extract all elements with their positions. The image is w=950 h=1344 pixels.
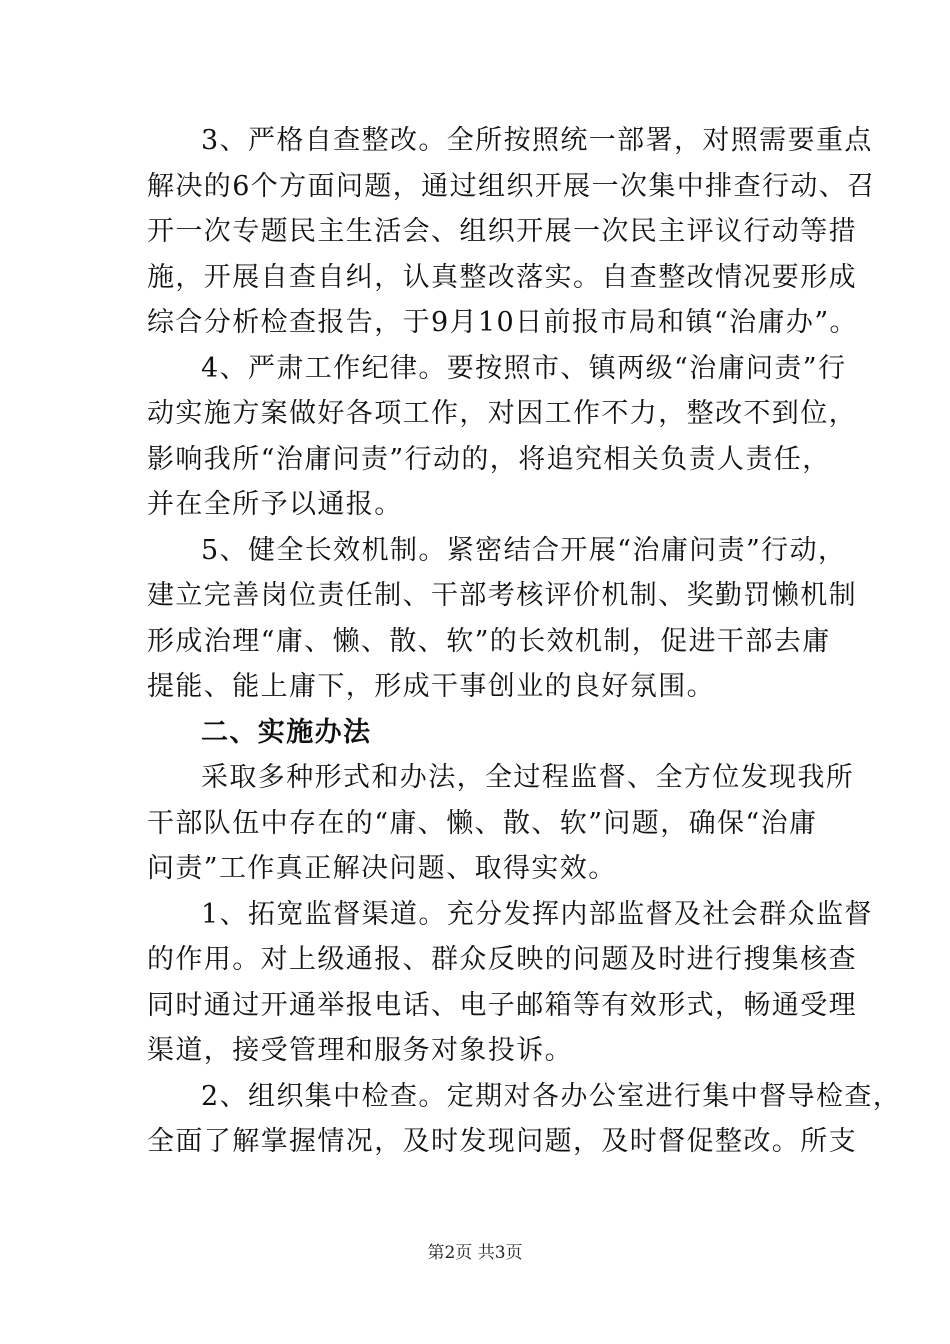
text-line: 干部队伍中存在的“庸、懒、散、软”问题，确保“治庸: [147, 807, 818, 839]
text-line: 1、拓宽监督渠道。充分发挥内部监督及社会群众监督: [201, 898, 873, 930]
text-line: 问责”工作真正解决问题、取得实效。: [147, 853, 617, 884]
text-line: 开一次专题民主生活会、组织开展一次民主评议行动等措: [147, 216, 857, 247]
text-line: 5、健全长效机制。紧密结合开展“治庸问责”行动，: [201, 534, 847, 566]
text-line: 并在全所予以通报。: [147, 489, 403, 520]
text-line: 采取多种形式和办法，全过程监督、全方位发现我所: [201, 762, 855, 793]
text-line: 形成治理“庸、懒、散、软”的长效机制，促进干部去庸: [147, 625, 831, 657]
paragraph-long-term-mechanism: [147, 528, 857, 710]
document-body: [147, 118, 902, 1165]
paragraph-methods-intro: [147, 755, 855, 892]
text-line: 动实施方案做好各项工作，对因工作不力，整改不到位，: [147, 398, 857, 429]
paragraph-self-inspection: [147, 118, 876, 346]
text-line: 提能、能上庸下，形成干事创业的良好氛围。: [147, 671, 715, 702]
text-line: 全面了解掌握情况，及时发现问题，及时督促整改。所支: [147, 1126, 857, 1157]
text-line: 同时通过开通举报电话、电子邮箱等有效形式，畅通受理: [147, 989, 857, 1021]
text-line: 解决的6个方面问题，通过组织开展一次集中排查行动、召: [147, 170, 876, 202]
paragraph-work-discipline: [147, 346, 857, 528]
text-line: 4、严肃工作纪律。要按照市、镇两级“治庸问责”行: [201, 352, 847, 384]
text-line: 2、组织集中检查。定期对各办公室进行集中督导检查，: [201, 1080, 902, 1112]
text-line: 建立完善岗位责任制、干部考核评价机制、奖勤罚懒机制: [147, 580, 857, 611]
paragraph-supervision-channels: [147, 892, 873, 1074]
text-line: 综合分析检查报告，于9月10日前报市局和镇“治庸办”。: [147, 307, 858, 338]
page-footer: 第2页 共3页: [427, 1243, 523, 1263]
paragraph-centralized-inspection: [147, 1074, 902, 1165]
text-line: 施，开展自查自纠，认真整改落实。自查整改情况要形成: [147, 261, 857, 293]
text-line: 渠道，接受管理和服务对象投诉。: [147, 1035, 573, 1066]
section-heading: 二、实施办法: [201, 716, 372, 748]
text-line: 3、严格自查整改。全所按照统一部署，对照需要重点: [201, 125, 873, 156]
text-line: 的作用。对上级通报、群众反映的问题及时进行搜集核查: [147, 944, 857, 975]
text-line: 影响我所“治庸问责”行动的，将追究相关负责人责任，: [147, 443, 831, 475]
